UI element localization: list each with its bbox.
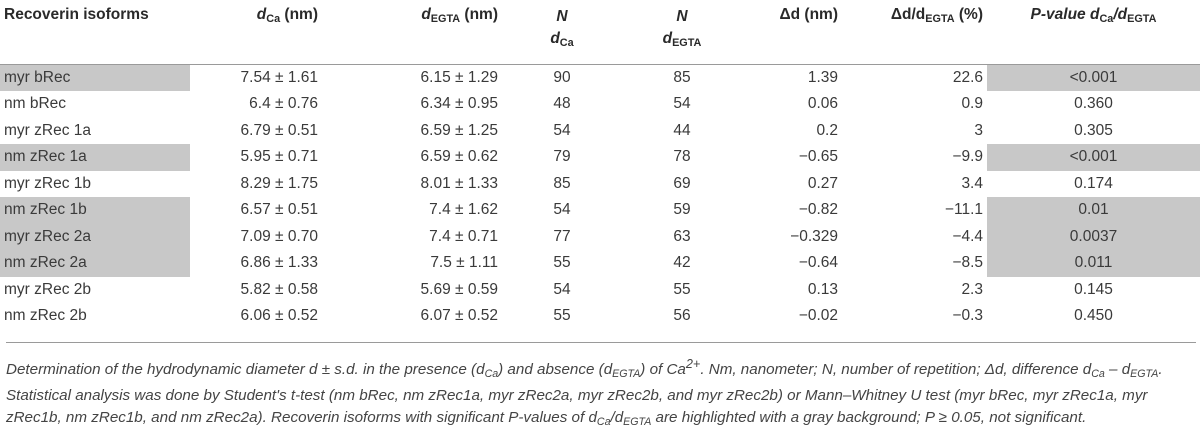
cell-p-value: 0.145 [1074,280,1113,298]
cell-d-egta: 7.4 ± 0.71 [429,227,498,245]
cell-p-value: 0.01 [987,197,1200,224]
cell-d-ca: 7.09 ± 0.70 [240,227,318,245]
cell-n-egta: 55 [673,280,691,298]
table-row [0,250,1200,277]
cell-n-egta: 42 [673,254,691,271]
cell-d-ca: 7.54 ± 1.61 [240,68,318,86]
cell-d-ca: 6.86 ± 1.33 [240,254,318,271]
cell-d-ca: 5.95 ± 0.71 [240,148,318,165]
header-dca: $d_{Ca}$ (nm) [190,6,322,64]
cell-d-egta: 6.34 ± 0.95 [420,95,498,112]
cell-delta-d: 0.06 [807,95,838,112]
cell-delta-d-percent: −0.3 [952,307,983,324]
cell-d-egta: 6.59 ± 0.62 [420,148,498,165]
cell-d-ca: 6.79 ± 0.51 [240,121,318,139]
cell-delta-d-percent: 3.4 [961,174,983,192]
cell-d-egta: 7.4 ± 1.62 [429,201,498,218]
table-row [0,171,1200,198]
cell-n-ca: 79 [553,148,571,165]
cell-delta-d: 0.2 [816,121,838,139]
cell-isoform: myr bRec [0,64,190,91]
header-delta-d-percent: $\Delta d/d_{EGTA}$ (%) [842,6,987,64]
cell-d-egta: 5.69 ± 0.59 [420,280,498,298]
cell-isoform: nm bRec [4,95,67,112]
cell-n-egta: 44 [673,121,691,139]
cell-n-egta: 56 [673,307,691,324]
table-footnote: Determination of the hydrodynamic diameter d ± s.d. in the presence $(d_{Ca})$ and absence $(d_{EGTA})$ of $Ca^{2+}$. Nm, nanometer; N, number of repetition; Δd, difference $d_{Ca} - d_{EGTA}$. Statistical analysis was done by Student's t-test (nm bRec, nm zRec1a, myr zRec2a, myr zRec2b, and myr zRec2b) or Mann–Whitney U test (myr bRec, myr zRec1a, myr zRec1b, nm zRec1b, and nm zRec2a). Recoverin isoforms with significant P-values of $d_{Ca}/d_{EGTA}$ are highlighted with a gray background; P ≥ 0.05, not significant. [6,342,1196,433]
data-table [0,6,1200,330]
cell-n-ca: 55 [553,307,571,324]
cell-d-ca: 8.29 ± 1.75 [240,174,318,192]
cell-n-ca: 54 [553,121,571,139]
cell-d-ca: 6.4 ± 0.76 [249,95,318,112]
cell-d-egta: 7.5 ± 1.11 [430,254,498,271]
cell-delta-d-percent: 2.3 [961,280,983,298]
cell-isoform: nm zRec 2b [4,307,87,324]
cell-n-ca: 90 [553,68,571,86]
table-row [0,197,1200,224]
cell-p-value: 0.174 [1074,174,1113,192]
cell-isoform: nm zRec 1b [0,197,190,224]
cell-delta-d: −0.82 [798,201,838,218]
cell-p-value: 0.450 [1074,307,1113,324]
cell-p-value: 0.360 [1074,95,1113,112]
cell-delta-d: −0.64 [798,254,838,271]
cell-p-value: 0.011 [987,250,1200,277]
header-delta-d: Δd (nm) [742,6,842,64]
table-row [0,224,1200,251]
cell-delta-d-percent: 22.6 [952,68,983,86]
cell-n-egta: 78 [673,148,691,165]
cell-d-ca: 5.82 ± 0.58 [240,280,318,298]
cell-d-egta: 8.01 ± 1.33 [420,174,498,192]
cell-n-ca: 48 [553,95,571,112]
cell-isoform: myr zRec 2a [0,224,190,251]
cell-d-egta: 6.59 ± 1.25 [420,121,498,139]
cell-delta-d: 1.39 [807,68,838,86]
cell-n-egta: 69 [673,174,691,192]
cell-delta-d-percent: −8.5 [952,254,983,271]
table-row [0,91,1200,118]
cell-p-value: <0.001 [987,144,1200,171]
cell-isoform: nm zRec 1a [0,144,190,171]
header-row [0,6,1200,64]
header-n-ca: N $d_{Ca}$ [502,6,622,64]
header-n-egta: N $d_{EGTA}$ [622,6,742,64]
table-row [0,144,1200,171]
cell-d-ca: 6.06 ± 0.52 [240,307,318,324]
cell-delta-d-percent: 0.9 [961,95,983,112]
cell-d-ca: 6.57 ± 0.51 [240,201,318,218]
header-degta: $d_{EGTA}$ (nm) [322,6,502,64]
cell-n-ca: 54 [553,280,571,298]
cell-isoform: myr zRec 1a [4,121,91,139]
cell-p-value: 0.0037 [987,224,1200,251]
cell-delta-d-percent: −11.1 [944,201,983,218]
cell-delta-d-percent: 3 [974,121,983,139]
cell-delta-d: −0.02 [798,307,838,324]
cell-isoform: myr zRec 2b [4,280,91,298]
cell-n-egta: 59 [673,201,691,218]
cell-delta-d: 0.13 [807,280,838,298]
cell-p-value: <0.001 [987,64,1200,91]
cell-p-value: 0.305 [1074,121,1113,139]
cell-delta-d-percent: −9.9 [952,148,983,165]
header-p-value: P-value $d_{Ca}/d_{EGTA}$ [987,6,1200,64]
cell-isoform: myr zRec 1b [4,174,91,192]
cell-delta-d: 0.27 [807,174,838,192]
header-isoform: Recoverin isoforms [0,6,190,64]
table-row [0,118,1200,145]
cell-n-egta: 54 [673,95,691,112]
cell-d-egta: 6.15 ± 1.29 [420,68,498,86]
table-row [0,277,1200,304]
table-row [0,303,1200,330]
cell-n-egta: 85 [673,68,691,86]
cell-n-ca: 85 [553,174,571,192]
cell-isoform: nm zRec 2a [0,250,190,277]
cell-n-ca: 54 [553,201,571,218]
cell-d-egta: 6.07 ± 0.52 [420,307,498,324]
cell-n-ca: 77 [553,227,571,245]
cell-delta-d: −0.65 [798,148,838,165]
cell-n-ca: 55 [553,254,571,271]
cell-delta-d: −0.329 [790,227,838,245]
cell-n-egta: 63 [673,227,691,245]
cell-delta-d-percent: −4.4 [952,227,983,245]
table-row [0,64,1200,91]
